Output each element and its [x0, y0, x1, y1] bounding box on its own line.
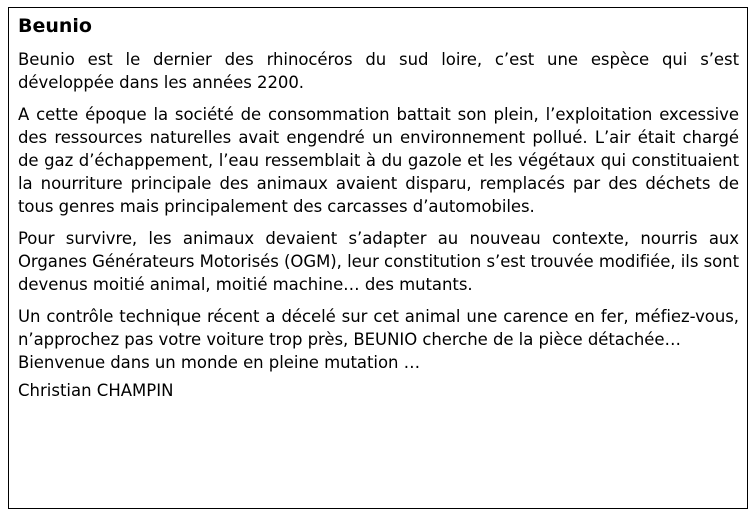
- paragraph-warning-text: Un contrôle technique récent a décelé sur cet animal une carence en fer, méfiez-vous, n’approchez pas votre voiture trop près, BEUNIO cherche de la pièce détachée…: [18, 307, 739, 349]
- signature: Christian CHAMPIN: [18, 381, 174, 400]
- paragraph-context: A cette époque la société de consommation battait son plein, l’exploitation excessive des ressources naturelles avait engendré un environnement pollué. L’air était chargé de gaz d’échappement, l’eau ressemblait à du gazole et les végétaux qui constituaient la nourriture principale des animaux avaient disparu, remplacés par des déchets de tous genres mais principalement des carcasses d’automobiles.: [18, 105, 739, 216]
- paragraph-intro: Beunio est le dernier des rhinocéros du sud loire, c’est une espèce qui s’est développée dans les années 2200.: [18, 50, 739, 92]
- paragraph-warning: [18, 305, 739, 374]
- paragraph-survival: Pour survivre, les animaux devaient s’adapter au nouveau contexte, nourris aux Organes Générateurs Motorisés (OGM), leur constitution s’est trouvée modifiée, ils sont devenus moitié animal, moitié machine… des mutants.: [18, 229, 739, 294]
- document-title: Beunio: [18, 15, 92, 37]
- text-frame: [8, 7, 748, 509]
- closing-line: Bienvenue dans un monde en pleine mutation …: [18, 353, 421, 372]
